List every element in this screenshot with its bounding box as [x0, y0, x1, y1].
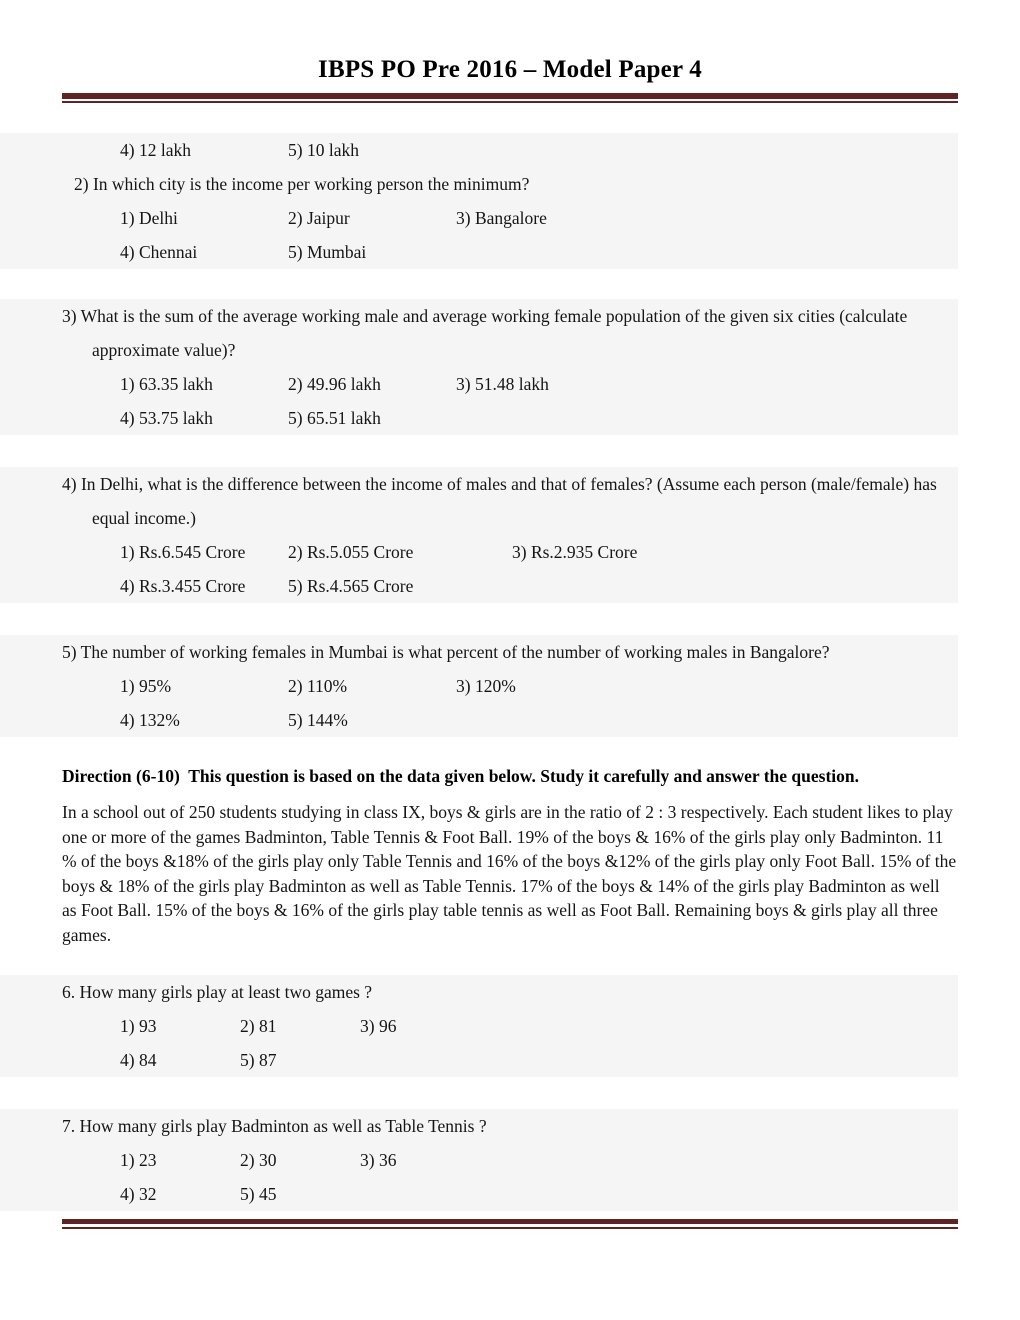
q1-options-row-2	[62, 133, 958, 167]
header-rule-thick-bar	[62, 93, 958, 99]
q6-option-5: 5) 87	[240, 1050, 277, 1070]
q6-option-1: 1) 93	[120, 1016, 157, 1036]
q3-option-1: 1) 63.35 lakh	[120, 374, 213, 394]
q7-option-2: 2) 30	[240, 1150, 277, 1170]
footer-rule-thin-bar	[62, 1227, 958, 1229]
q7-options-row-1	[62, 1143, 958, 1177]
direction-text: Direction (6-10) This question is based on the data given below. Study it carefully and answer the question.	[62, 766, 859, 786]
q5-option-3: 3) 120%	[456, 676, 516, 696]
q5-options-row-2	[62, 703, 958, 737]
q2-option-5: 5) Mumbai	[288, 242, 367, 262]
q7-option-1: 1) 23	[120, 1150, 157, 1170]
question-block-4	[0, 467, 958, 603]
header-rule-thin-bar	[62, 101, 958, 103]
q3-option-5: 5) 65.51 lakh	[288, 408, 381, 428]
q6-options-row-2	[62, 1043, 958, 1077]
q3-options-row-1	[62, 367, 958, 401]
q2-option-4: 4) Chennai	[120, 242, 198, 262]
q5-options-row-1	[62, 669, 958, 703]
q3-option-2: 2) 49.96 lakh	[288, 374, 381, 394]
q5-option-4: 4) 132%	[120, 710, 180, 730]
q7-question-text: 7. How many girls play Badminton as well as Table Tennis ?	[62, 1116, 487, 1136]
q2-options-row-2	[62, 235, 958, 269]
q7-option-5: 5) 45	[240, 1184, 277, 1204]
footer-rule	[62, 1219, 958, 1229]
q7-option-3: 3) 36	[360, 1150, 397, 1170]
q5-option-1: 1) 95%	[120, 676, 172, 696]
question-block-3	[0, 299, 958, 435]
passage-text: In a school out of 250 students studying in class IX, boys & girls are in the ratio of 2 : 3 respectively. Each student likes to play one or more of the games Badminton, Table Tennis & Foot Ball. 19% of the boys & 16% of the girls play only Badminton. 11 % of the boys &18% of the girls play only Table Tennis and 16% of the boys &12% of the girls play only Foot Ball. 15% of the boys & 18% of the girls play Badminton as well as Table Tennis. 17% of the boys & 14% of the girls play Badminton as well as Foot Ball. 15% of the boys & 16% of the girls play table tennis as well as Foot Ball. Remaining boys & girls play all three games.	[62, 802, 957, 945]
header-rule	[62, 93, 958, 103]
page-title: IBPS PO Pre 2016 – Model Paper 4	[318, 56, 702, 83]
q4-option-3: 3) Rs.2.935 Crore	[512, 542, 638, 562]
q6-question-text: 6. How many girls play at least two games ?	[62, 982, 373, 1002]
question-block-5	[0, 635, 958, 737]
content	[62, 133, 958, 1229]
question-block-1-2	[0, 133, 958, 269]
q4-option-2: 2) Rs.5.055 Crore	[288, 542, 414, 562]
q4-option-1: 1) Rs.6.545 Crore	[120, 542, 246, 562]
q5-question-text: 5) The number of working females in Mumbai is what percent of the number of working males in Bangalore?	[62, 642, 830, 662]
q6-option-2: 2) 81	[240, 1016, 277, 1036]
q4-option-4: 4) Rs.3.455 Crore	[120, 576, 246, 596]
q2-option-2: 2) Jaipur	[288, 208, 350, 228]
q2-question-text: 2) In which city is the income per working person the minimum?	[74, 174, 530, 194]
question-block-7	[0, 1109, 958, 1211]
q3-option-4: 4) 53.75 lakh	[120, 408, 213, 428]
q4-options-row-2	[62, 569, 958, 603]
q4-option-5: 5) Rs.4.565 Crore	[288, 576, 414, 596]
q6-option-3: 3) 96	[360, 1016, 397, 1036]
q3-options-row-2	[62, 401, 958, 435]
q7-option-4: 4) 32	[120, 1184, 157, 1204]
q1-option-4: 4) 12 lakh	[120, 140, 191, 160]
q7-options-row-2	[62, 1177, 958, 1211]
q4-options-row-1	[62, 535, 958, 569]
q5-option-5: 5) 144%	[288, 710, 348, 730]
q1-option-5: 5) 10 lakh	[288, 140, 359, 160]
footer-rule-thick-bar	[62, 1219, 958, 1224]
q6-option-4: 4) 84	[120, 1050, 157, 1070]
q2-option-3: 3) Bangalore	[456, 208, 547, 228]
q3-option-3: 3) 51.48 lakh	[456, 374, 549, 394]
q5-option-2: 2) 110%	[288, 676, 348, 696]
q3-question-text: 3) What is the sum of the average working male and average working female population of the given six cities (calculate approximate value)?	[62, 306, 908, 360]
q4-question-text: 4) In Delhi, what is the difference between the income of males and that of females? (Assume each person (male/female) has equal income.)	[62, 474, 937, 528]
q6-options-row-1	[62, 1009, 958, 1043]
q2-options-row-1	[62, 201, 958, 235]
q2-option-1: 1) Delhi	[120, 208, 178, 228]
question-block-6	[0, 975, 958, 1077]
